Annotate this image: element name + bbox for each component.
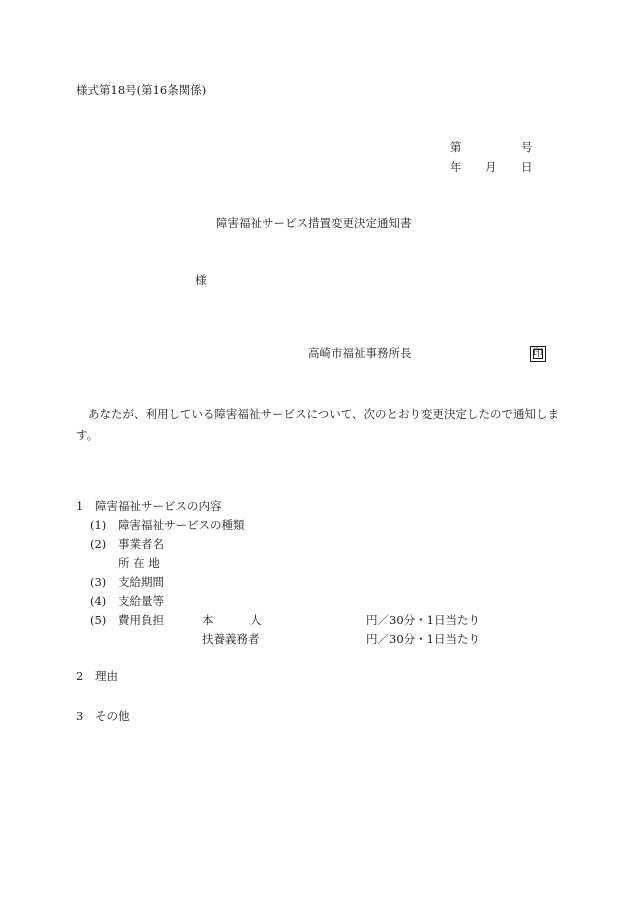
seal-label: 印 — [533, 348, 543, 359]
date-day-label: 日 — [521, 160, 533, 174]
cost-amount-self: 円／30分・1日当たり — [366, 613, 480, 627]
section-3-heading: その他 — [95, 709, 130, 723]
item-4-number: (4) — [90, 594, 107, 608]
doc-number-suffix: 号 — [521, 140, 533, 154]
item-3-number: (3) — [90, 575, 107, 589]
section-1-heading: 障害福祉サービスの内容 — [95, 499, 222, 513]
item-5-label: 費用負担 — [118, 613, 164, 627]
document-title: 障害福祉サービス措置変更決定通知書 — [216, 216, 412, 230]
item-2-sub-label: 所 在 地 — [118, 556, 160, 570]
item-2-label: 事業者名 — [118, 537, 164, 551]
section-3-number: 3 — [76, 709, 84, 723]
cost-party-guardian: 扶養義務者 — [202, 632, 260, 646]
section-2-heading: 理由 — [95, 669, 118, 683]
date-month-label: 月 — [485, 160, 497, 174]
date-year-label: 年 — [450, 160, 462, 174]
item-5-number: (5) — [90, 613, 107, 627]
section-1-number: 1 — [76, 499, 84, 513]
seal-stamp-icon — [530, 346, 546, 362]
addressee-honorific: 様 — [195, 273, 207, 287]
item-4-label: 支給量等 — [118, 594, 164, 608]
notice-body-text: あなたが、利用している障害福祉サービスについて、次のとおり変更決定したので通知します。 — [76, 407, 560, 442]
cost-party-self-a: 本 — [202, 613, 214, 627]
item-1-number: (1) — [90, 518, 107, 532]
item-2-number: (2) — [90, 537, 107, 551]
cost-party-self-b: 人 — [250, 613, 262, 627]
form-number-label: 様式第18号(第16条関係) — [76, 83, 207, 97]
section-2-number: 2 — [76, 669, 84, 683]
doc-number-prefix: 第 — [450, 140, 462, 154]
item-1-label: 障害福祉サービスの種類 — [118, 518, 245, 532]
item-3-label: 支給期間 — [118, 575, 164, 589]
cost-amount-guardian: 円／30分・1日当たり — [366, 632, 480, 646]
issuer-name: 高崎市福祉事務所長 — [308, 346, 412, 360]
